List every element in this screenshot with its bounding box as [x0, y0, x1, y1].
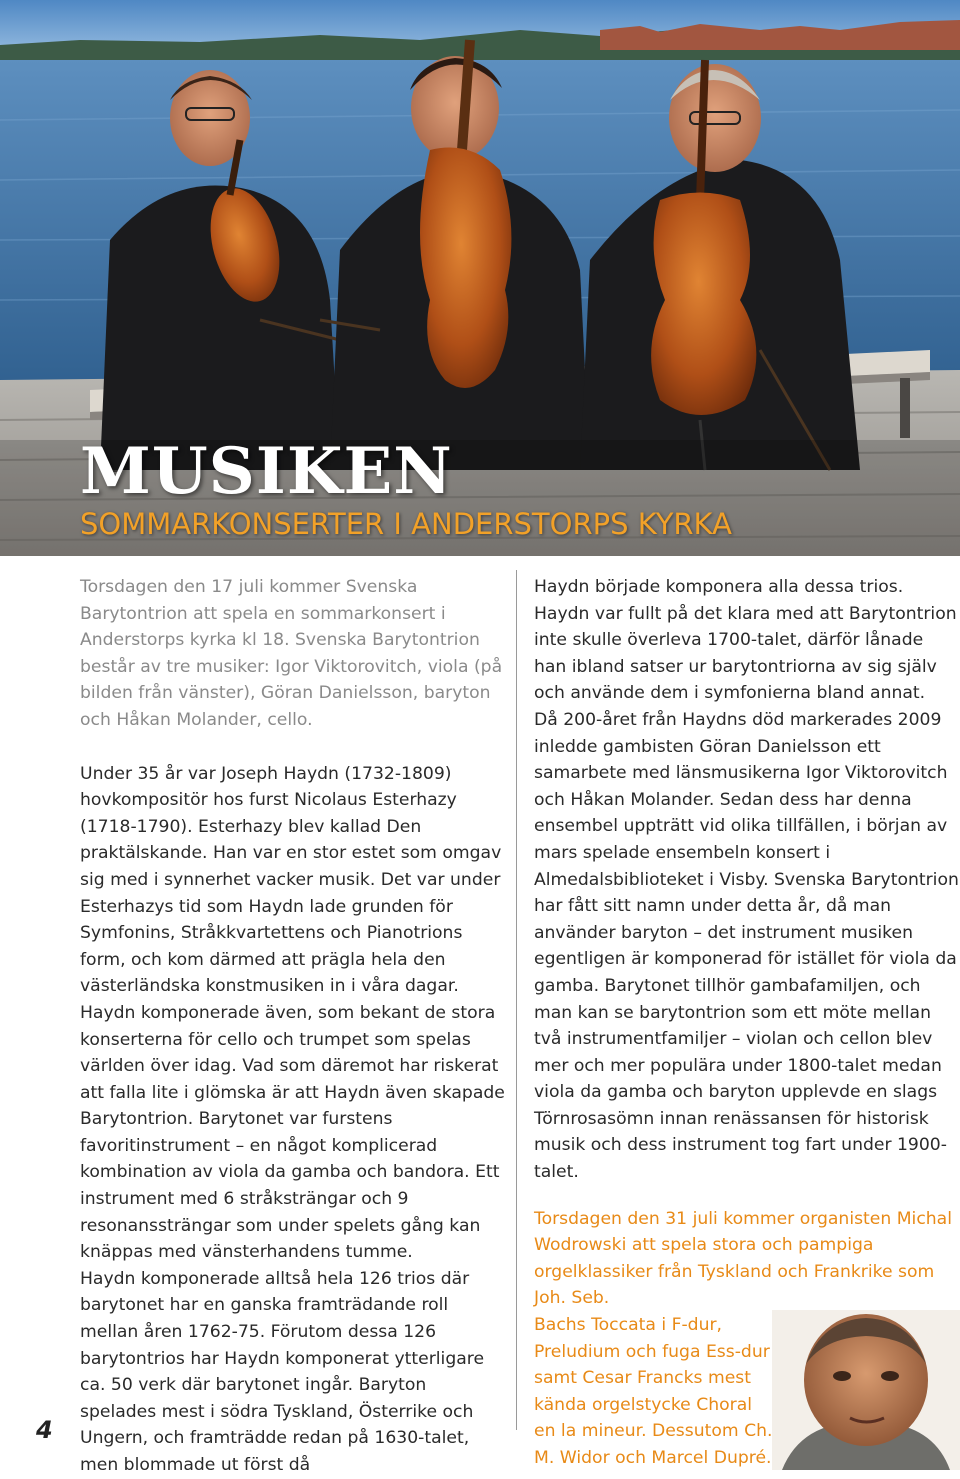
organ-line: samt Cesar Francks mest: [534, 1368, 751, 1389]
organ-line: en la mineur. Dessutom Ch.: [534, 1421, 773, 1442]
organ-concert-block: [534, 1206, 960, 1472]
organ-line: kända orgelstycke Choral: [534, 1394, 752, 1415]
organ-intro: Torsdagen den 31 juli kommer organisten Michal Wodrowski att spela stora och pampiga orgelklassiker från Tyskland och Frankrike som Joh. Seb.: [534, 1208, 952, 1309]
page-title: MUSIKEN: [80, 434, 453, 509]
intro-paragraph: Torsdagen den 17 juli kommer Svenska Barytontrion att spela en sommarkonsert i Anderstorps kyrka kl 18. Svenska Barytontrion består av tre musiker: Igor Viktorovitch, viola (på bilden från vänster), Göran Danielsson, baryton och Håkan Molander, cello.: [80, 577, 503, 730]
column-divider: [516, 570, 517, 1430]
organ-line: M. Widor och Marcel Dupré.: [534, 1448, 772, 1468]
organ-line: Preludium och fuga Ess-dur: [534, 1341, 770, 1362]
hero-photo: [0, 0, 960, 556]
organ-line: Bachs Toccata i F-dur,: [534, 1315, 723, 1336]
page-number: 4: [36, 1416, 53, 1444]
body-paragraph-126-trios: Haydn komponerade alltså hela 126 trios där barytonet har en ganska framträdande roll mellan åren 1762-75. Förutom dessa 126 barytontrios har Haydn komponerat ytterligare ca. 50 verk där barytonet ingår. Baryton spelades mest i södra Tyskland, Österrike och Ungern, och framträdde redan på 1630-talet, men blommade ut först då: [80, 1268, 485, 1475]
page-subtitle: SOMMARKONSERTER I ANDERSTORPS KYRKA: [80, 507, 732, 541]
body-paragraph-ensemble: Då 200-året från Haydns död markerades 2009 inledde gambisten Göran Danielsson ett samarbete med länsmusikerna Igor Viktorovitch och Håkan Molander. Sedan dess har denna ensembel uppträtt vid olika tillfällen, i början av mars spelade ensembeln konsert i Almedalsbiblioteket i Visby. Svenska Barytontrion har fått sitt namn under detta år, då man använder baryton – det instrument musiken egentligen är komponerad för istället för viola da gamba. Barytonet tillhör gambafamiljen, och man kan se barytontrion som ett möte mellan två instrumentfamiljer – violan och cellon blev mer och mer populära under 1800-talet medan viola da gamba och baryton upplevde en slags Törnrosasömn innan renässansen för historisk musik och dess instrument tog fart under 1900-talet.: [534, 709, 959, 1183]
right-column: [534, 574, 960, 1472]
organist-portrait: [772, 1310, 960, 1470]
body-paragraph-continued: Haydn började komponera alla dessa trios. Haydn var fullt på det klara med att Barytontrion inte skulle överleva 1700-talet, därför lånade han ibland satser ur barytontriorna av sig själv och använde dem i symfonierna bland annat.: [534, 577, 957, 704]
organist-photo: [772, 1310, 960, 1470]
body-paragraph-haydn: Under 35 år var Joseph Haydn (1732-1809) hovkompositör hos furst Nicolaus Esterhazy (1718-1790). Esterhazy blev kallad Den praktälskande. Han var en stor estet som omgav sig med i synnerhet vacker musik. Det var under Esterhazys tid som Haydn lade grunden för Symfonins, Stråkkvartettens och Pianotrions form, och kom därmed att prägla hela den västerländska konstmusiken in i våra dagar. Haydn komponerade även, som bekant de stora konserterna för cello och trumpet som spelas världen över idag. Vad som däremot har riskerat att falla lite i glömska är att Haydn även skapade Barytontrion. Barytonet var furstens favoritinstrument – en något komplicerad kombination av viola da gamba och bandora. Ett instrument med 6 stråksträngar och 9 resonanssträngar som under spelets gång kan knäppas med vänsterhandens tumme.: [80, 763, 505, 1263]
left-column: [80, 574, 505, 1479]
